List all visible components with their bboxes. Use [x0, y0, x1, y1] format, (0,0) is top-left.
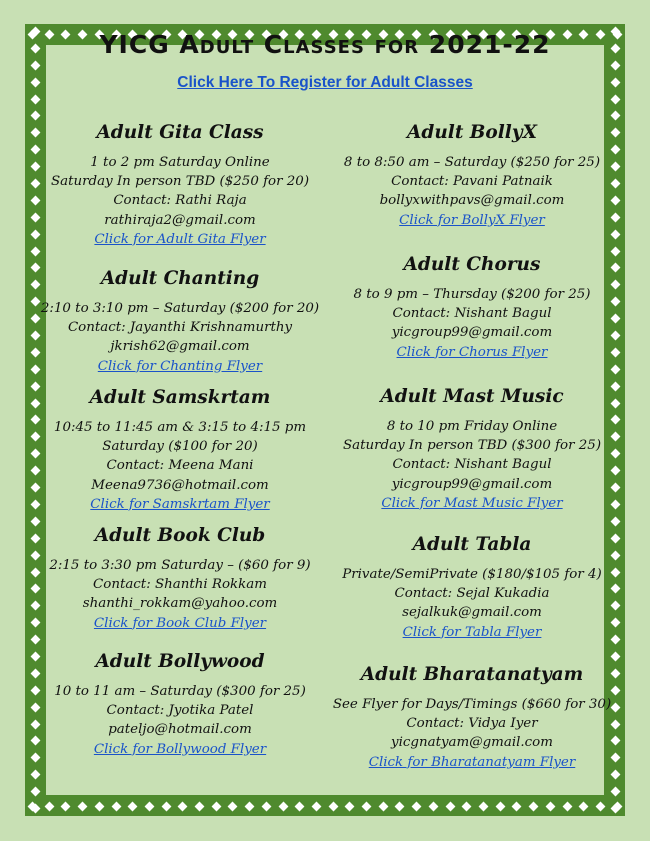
- border-diamond: [412, 801, 422, 811]
- border-diamond: [111, 801, 121, 811]
- class-detail: jkrish62@gmail.com: [110, 339, 250, 355]
- border-diamond: [610, 516, 620, 526]
- border-diamond: [395, 801, 405, 811]
- border-diamond: [610, 60, 620, 70]
- border-diamond: [128, 801, 138, 811]
- border-diamond: [328, 801, 338, 811]
- class-name: Adult Gita Class: [96, 122, 264, 143]
- border-diamond: [30, 60, 40, 70]
- border-diamond: [495, 801, 505, 811]
- class-detail: Saturday In person TBD ($300 for 25): [342, 438, 602, 454]
- flyer-link[interactable]: Click for Adult Gita Flyer: [94, 231, 266, 247]
- border-diamond: [345, 801, 355, 811]
- border-diamond: [545, 801, 555, 811]
- border-diamond: [562, 801, 572, 811]
- class-detail: Contact: Jayanthi Krishnamurthy: [67, 320, 293, 336]
- class-name: Adult Book Club: [94, 525, 266, 546]
- class-detail: 8 to 10 pm Friday Online: [386, 419, 558, 434]
- border-diamond: [78, 801, 88, 811]
- class-detail: 8 to 8:50 am – Saturday ($250 for 25): [343, 155, 601, 170]
- class-detail: pateljo@hotmail.com: [108, 722, 252, 738]
- border-diamond: [44, 801, 54, 811]
- border-diamond: [195, 801, 205, 811]
- class-detail: shanthi_rokkam@yahoo.com: [82, 596, 278, 612]
- class-detail: Contact: Vidya Iyer: [406, 716, 538, 732]
- class-block: [322, 386, 622, 513]
- border-diamond: [211, 801, 221, 811]
- border-diamond: [610, 94, 620, 104]
- border-diamond: [30, 635, 40, 645]
- border-diamond: [610, 652, 620, 662]
- border-diamond: [479, 801, 489, 811]
- class-name: Adult Mast Music: [380, 386, 564, 407]
- class-block: [322, 664, 622, 772]
- border-diamond: [30, 111, 40, 121]
- border-diamond: [295, 801, 305, 811]
- border-diamond: [610, 804, 620, 814]
- border-diamond: [61, 801, 71, 811]
- class-name: Adult Chorus: [403, 254, 541, 275]
- class-detail: Saturday ($100 for 20): [102, 439, 258, 455]
- border-diamond: [30, 770, 40, 780]
- border-diamond: [610, 364, 620, 374]
- class-block: [322, 254, 622, 362]
- class-detail: 1 to 2 pm Saturday Online: [90, 155, 270, 170]
- border-diamond: [278, 801, 288, 811]
- class-name: Adult BollyX: [407, 122, 537, 143]
- class-name: Adult Chanting: [100, 268, 260, 289]
- border-diamond: [30, 787, 40, 797]
- class-block: [30, 268, 330, 376]
- class-block: [322, 122, 622, 230]
- class-detail: Contact: Jyotika Patel: [106, 703, 254, 719]
- class-detail: 2:15 to 3:30 pm Saturday – ($60 for 9): [49, 558, 311, 573]
- border-diamond: [144, 801, 154, 811]
- class-name: Adult Samskrtam: [89, 387, 271, 408]
- class-name: Adult Tabla: [412, 534, 532, 555]
- border-diamond: [579, 801, 589, 811]
- border-diamond: [261, 801, 271, 811]
- border-diamond: [610, 787, 620, 797]
- border-diamond: [610, 111, 620, 121]
- border-diamond: [595, 801, 605, 811]
- class-detail: sejalkuk@gmail.com: [402, 605, 542, 621]
- page-title: YICG Adult Classes for 2021-22: [99, 30, 551, 59]
- border-diamond: [462, 801, 472, 811]
- border-diamond: [245, 801, 255, 811]
- class-name: Adult Bharatanatyam: [360, 664, 584, 685]
- class-detail: Contact: Shanthi Rokkam: [93, 577, 267, 593]
- class-detail: yicgnatyam@gmail.com: [391, 735, 553, 751]
- border-diamond: [610, 229, 620, 239]
- class-name: Adult Bollywood: [95, 651, 265, 672]
- class-detail: See Flyer for Days/Timings ($660 for 30): [332, 697, 612, 712]
- flyer-link[interactable]: Click for Samskrtam Flyer: [90, 496, 270, 512]
- class-detail: rathiraja2@gmail.com: [104, 212, 256, 228]
- class-detail: 2:10 to 3:10 pm – Saturday ($200 for 20): [40, 301, 320, 316]
- border-diamond: [362, 801, 372, 811]
- class-detail: Contact: Rathi Raja: [113, 193, 247, 209]
- class-detail: Contact: Pavani Patnaik: [391, 174, 553, 190]
- class-detail: Contact: Nishant Bagul: [392, 457, 552, 473]
- flyer-link[interactable]: Click for Mast Music Flyer: [381, 495, 563, 511]
- border-diamond: [512, 801, 522, 811]
- flyer-link[interactable]: Click for Tabla Flyer: [402, 624, 542, 640]
- class-detail: bollyxwithpavs@gmail.com: [379, 193, 565, 209]
- flyer-link[interactable]: Click for Bharatanatyam Flyer: [368, 754, 576, 770]
- class-block: [322, 534, 622, 642]
- border-diamond: [445, 801, 455, 811]
- class-detail: 8 to 9 pm – Thursday ($200 for 25): [353, 287, 591, 302]
- class-block: [30, 122, 330, 249]
- flyer-link[interactable]: Click for BollyX Flyer: [399, 212, 545, 228]
- class-detail: yicgroup99@gmail.com: [391, 325, 553, 341]
- border-diamond: [228, 801, 238, 811]
- border-diamond: [30, 804, 40, 814]
- class-detail: Contact: Meena Mani: [106, 458, 254, 474]
- border-bottom-diamonds: [29, 799, 621, 813]
- flyer-link[interactable]: Click for Book Club Flyer: [93, 615, 267, 631]
- class-detail: Saturday In person TBD ($250 for 20): [50, 174, 310, 190]
- border-diamond: [428, 801, 438, 811]
- class-detail: Contact: Sejal Kukadia: [394, 586, 550, 602]
- border-diamond: [378, 801, 388, 811]
- border-diamond: [312, 801, 322, 811]
- class-detail: 10 to 11 am – Saturday ($300 for 25): [54, 684, 306, 699]
- flyer-link[interactable]: Click for Chanting Flyer: [97, 358, 263, 374]
- class-detail: Private/SemiPrivate ($180/$105 for 4): [342, 567, 602, 582]
- class-detail: yicgroup99@gmail.com: [391, 476, 553, 492]
- class-detail: Meena9736@hotmail.com: [91, 477, 269, 493]
- border-diamond: [94, 801, 104, 811]
- class-detail: Contact: Nishant Bagul: [392, 306, 552, 322]
- border-diamond: [30, 94, 40, 104]
- class-block: [30, 387, 330, 514]
- flyer-link[interactable]: Click for Chorus Flyer: [396, 344, 548, 360]
- border-diamond: [161, 801, 171, 811]
- border-diamond: [529, 801, 539, 811]
- border-diamond: [178, 801, 188, 811]
- class-block: [30, 525, 330, 633]
- register-link[interactable]: Click Here To Register for Adult Classes: [177, 74, 473, 91]
- flyer-link[interactable]: Click for Bollywood Flyer: [93, 741, 267, 757]
- class-detail: 10:45 to 11:45 am & 3:15 to 4:15 pm: [53, 420, 307, 435]
- class-block: [30, 651, 330, 759]
